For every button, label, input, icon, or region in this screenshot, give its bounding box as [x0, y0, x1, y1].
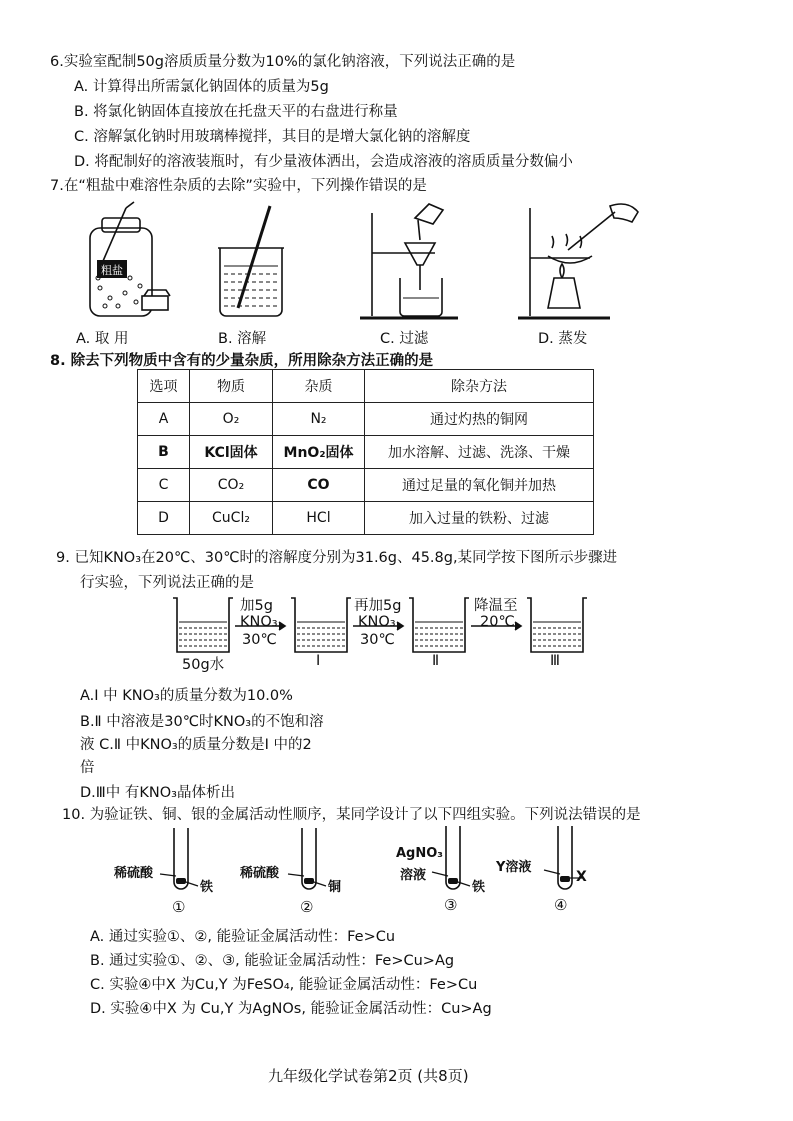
q7-stem: 7.在“粗盐中难溶性杂质的去除”实验中，下列操作错误的是	[50, 178, 427, 194]
q10-stem: 10. 为验证铁、铜、银的金属活动性顺序，某同学设计了以下四组实验。下列说法错误的是	[62, 807, 641, 823]
q7-caption-a: A. 取 用	[76, 331, 129, 347]
step2-label-top: 再加5g	[354, 598, 402, 614]
step2-label-mid: KNO₃	[358, 614, 396, 630]
jar-label: 粗盐	[101, 264, 123, 277]
q7-caption-b: B. 溶解	[218, 331, 267, 347]
beaker-label: Ⅱ	[432, 653, 440, 669]
step1-label-top: 加5g	[240, 598, 273, 614]
table-cell: D	[138, 502, 190, 535]
table-header: 杂质	[273, 370, 365, 403]
table-header: 除杂方法	[365, 370, 594, 403]
tube2-metal: 铜	[328, 880, 342, 895]
q6-option-a: A. 计算得出所需氯化钠固体的质量为5g	[74, 79, 329, 95]
beaker-1	[291, 598, 351, 652]
tube3-reagent-top: AgNO₃	[396, 846, 443, 861]
table-row	[138, 403, 594, 436]
tube4-number: ④	[554, 896, 568, 914]
filtration-figure	[360, 204, 458, 318]
q6-option-b: B. 将氯化钠固体直接放在托盘天平的右盘进行称量	[74, 104, 398, 120]
beaker-label: 50g水	[182, 657, 225, 673]
table-cell: CO₂	[190, 469, 273, 502]
step2-label-bot: 30℃	[360, 632, 395, 648]
q9-option-a: A.Ⅰ 中 KNO₃的质量分数为10.0%	[80, 688, 293, 704]
evaporation-figure	[518, 204, 638, 318]
q9-stem-line2: 行实验，下列说法正确的是	[80, 575, 254, 591]
tube1-metal: 铁	[200, 880, 214, 895]
table-cell: 加入过量的铁粉、过滤	[365, 502, 594, 535]
tube3-number: ③	[444, 896, 458, 914]
q6-option-c: C. 溶解氯化钠时用玻璃棒搅拌，其目的是增大氯化钠的溶解度	[74, 129, 471, 145]
q9-option-c: 液 C.Ⅱ 中KNO₃的质量分数是Ⅰ 中的2	[80, 737, 312, 753]
table-cell: C	[138, 469, 190, 502]
table-header-row	[138, 370, 594, 403]
tube4-reagent: Y溶液	[496, 860, 532, 875]
tube1-number: ①	[172, 898, 186, 916]
beaker-0	[173, 598, 233, 652]
q9-option-d: D.Ⅲ中 有KNO₃晶体析出	[80, 785, 235, 801]
q7-caption-d: D. 蒸发	[538, 331, 588, 347]
jar-figure	[90, 202, 170, 316]
q10-option-b: B. 通过实验①、②、③, 能验证金属活动性：Fe>Cu>Ag	[90, 953, 455, 969]
q6-option-d: D. 将配制好的溶液装瓶时，有少量液体洒出，会造成溶液的溶质质量分数偏小	[74, 154, 573, 170]
q9-option-b: B.Ⅱ 中溶液是30℃时KNO₃的不饱和溶	[80, 714, 324, 730]
step1-label-mid: KNO₃	[240, 614, 278, 630]
q6-stem: 6.实验室配制50g溶质质量分数为10%的氯化钠溶液，下列说法正确的是	[50, 54, 516, 70]
tube2-number: ②	[300, 898, 314, 916]
tube2-reagent: 稀硫酸	[240, 866, 280, 881]
beaker-stir-figure	[218, 206, 284, 316]
table-cell: A	[138, 403, 190, 436]
tube3-metal: 铁	[472, 880, 486, 895]
tube4-metal: X	[576, 869, 587, 885]
q7-caption-c: C. 过滤	[380, 331, 429, 347]
table-cell: 通过足量的氧化铜并加热	[365, 469, 594, 502]
beaker-3	[527, 598, 587, 652]
table-cell: MnO₂固体	[273, 436, 365, 469]
tube3-reagent-bot: 溶液	[400, 868, 427, 883]
step1-label-bot: 30℃	[242, 632, 277, 648]
q8-table	[137, 369, 594, 535]
table-cell: HCl	[273, 502, 365, 535]
table-cell: O₂	[190, 403, 273, 436]
table-cell: B	[138, 436, 190, 469]
beaker-label: Ⅲ	[550, 653, 560, 669]
q9-stem-line1: 9. 已知KNO₃在20℃、30℃时的溶解度分别为31.6g、45.8g,某同学按下图所示步骤进	[56, 550, 618, 566]
q10-option-a: A. 通过实验①、②, 能验证金属活动性：Fe>Cu	[90, 929, 396, 945]
tube1-reagent: 稀硫酸	[114, 866, 154, 881]
beaker-label: Ⅰ	[316, 653, 321, 669]
table-cell: CuCl₂	[190, 502, 273, 535]
q10-tube-figures	[110, 822, 610, 900]
table-cell: N₂	[273, 403, 365, 436]
step3-label-top: 降温至	[474, 598, 518, 614]
table-row	[138, 502, 594, 535]
step3-label-mid: 20℃	[480, 614, 515, 630]
q8-stem: 8. 除去下列物质中含有的少量杂质，所用除杂方法正确的是	[50, 353, 434, 369]
q10-option-d: D. 实验④中X 为 Cu,Y 为AgNOs, 能验证金属活动性：Cu>Ag	[90, 1001, 492, 1017]
page-footer: 九年级化学试卷第2页 (共8页)	[268, 1067, 469, 1085]
table-header: 选项	[138, 370, 190, 403]
q10-option-c: C. 实验④中X 为Cu,Y 为FeSO₄, 能验证金属活动性：Fe>Cu	[90, 977, 478, 993]
table-header: 物质	[190, 370, 273, 403]
table-cell: 加水溶解、过滤、洗涤、干燥	[365, 436, 594, 469]
beaker-2	[409, 598, 469, 652]
table-row	[138, 436, 594, 469]
table-row	[138, 469, 594, 502]
table-cell: KCl固体	[190, 436, 273, 469]
q9-option-c-cont: 倍	[80, 760, 95, 776]
table-cell: 通过灼热的铜网	[365, 403, 594, 436]
q7-apparatus-figures	[70, 198, 660, 326]
table-cell: CO	[273, 469, 365, 502]
